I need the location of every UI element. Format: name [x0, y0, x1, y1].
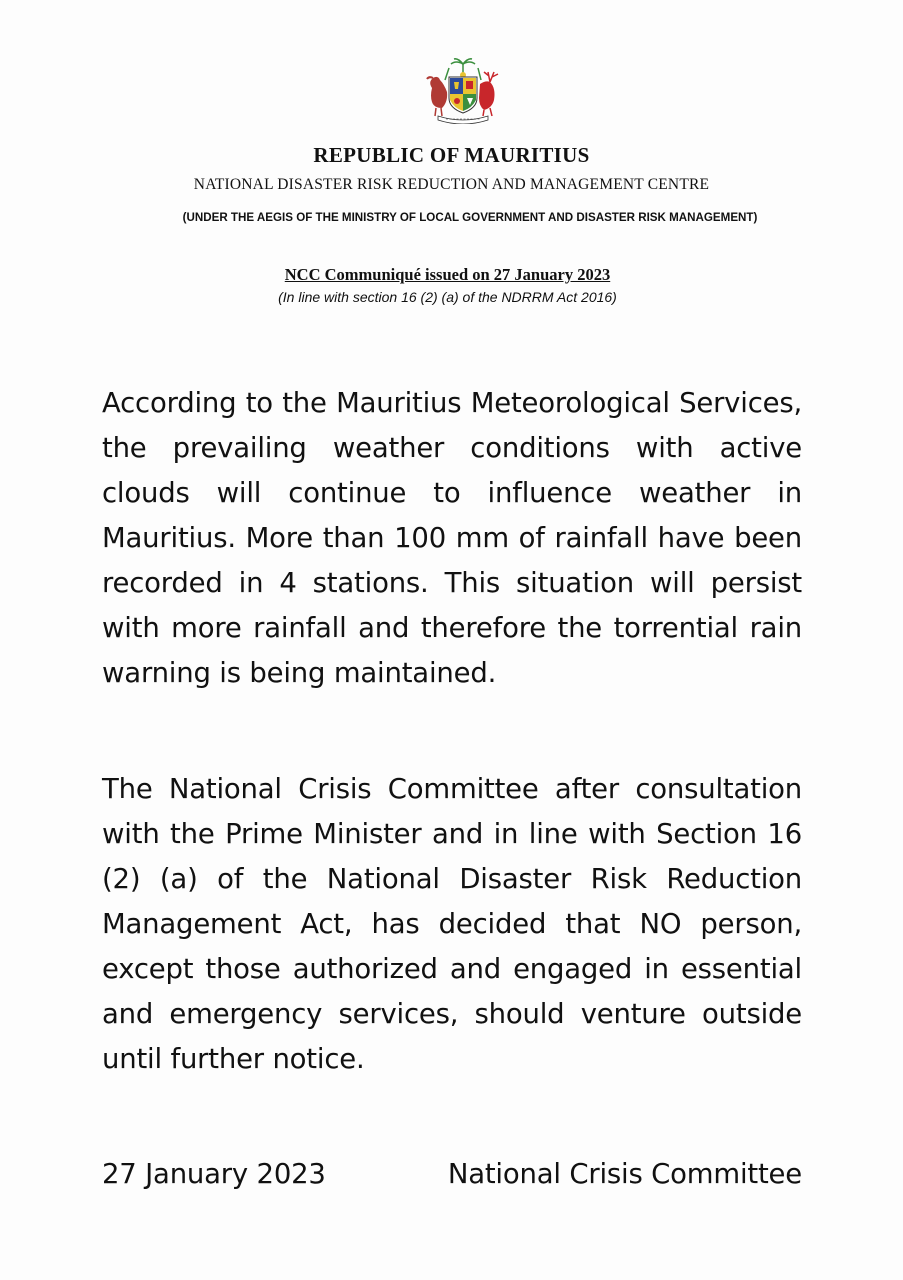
coat-of-arms-icon	[418, 58, 508, 124]
stag-supporter	[478, 68, 498, 116]
decision-paragraph: The National Crisis Committee after consultation with the Prime Minister and in line with Section 16 (2) (a) of the National Disaster Risk Reduction Management Act, has decided that NO person, except those authorized and engaged in essential and emergency services, should venture outside until further notice.	[102, 773, 802, 1075]
issue-date: 27 January 2023	[102, 1158, 326, 1190]
weather-paragraph: According to the Mauritius Meteorological Services, the prevailing weather conditions with active clouds will continue to influence weather in Mauritius. More than 100 mm of rainfall have been recorded in 4 stations. This situation will persist with more rainfall and therefore the torrential rain warning is being maintained.	[102, 387, 802, 689]
motto-scroll	[438, 116, 488, 124]
shield	[449, 77, 477, 113]
crest-palm	[451, 59, 475, 78]
dodo-supporter	[427, 68, 449, 116]
ministry-aegis-line: (UNDER THE AEGIS OF THE MINISTRY OF LOCAL GOVERNMENT AND DISASTER RISK MANAGEMENT)	[182, 211, 758, 224]
communique-title: NCC Communiqué issued on 27 January 2023	[284, 265, 611, 284]
communique-legal-reference: (In line with section 16 (2) (a) of the NDRRM Act 2016)	[278, 289, 617, 305]
centre-heading: NATIONAL DISASTER RISK REDUCTION AND MANAGEMENT CENTRE	[193, 176, 710, 193]
country-heading: REPUBLIC OF MAURITIUS	[313, 143, 590, 167]
signatory: National Crisis Committee	[447, 1158, 802, 1190]
